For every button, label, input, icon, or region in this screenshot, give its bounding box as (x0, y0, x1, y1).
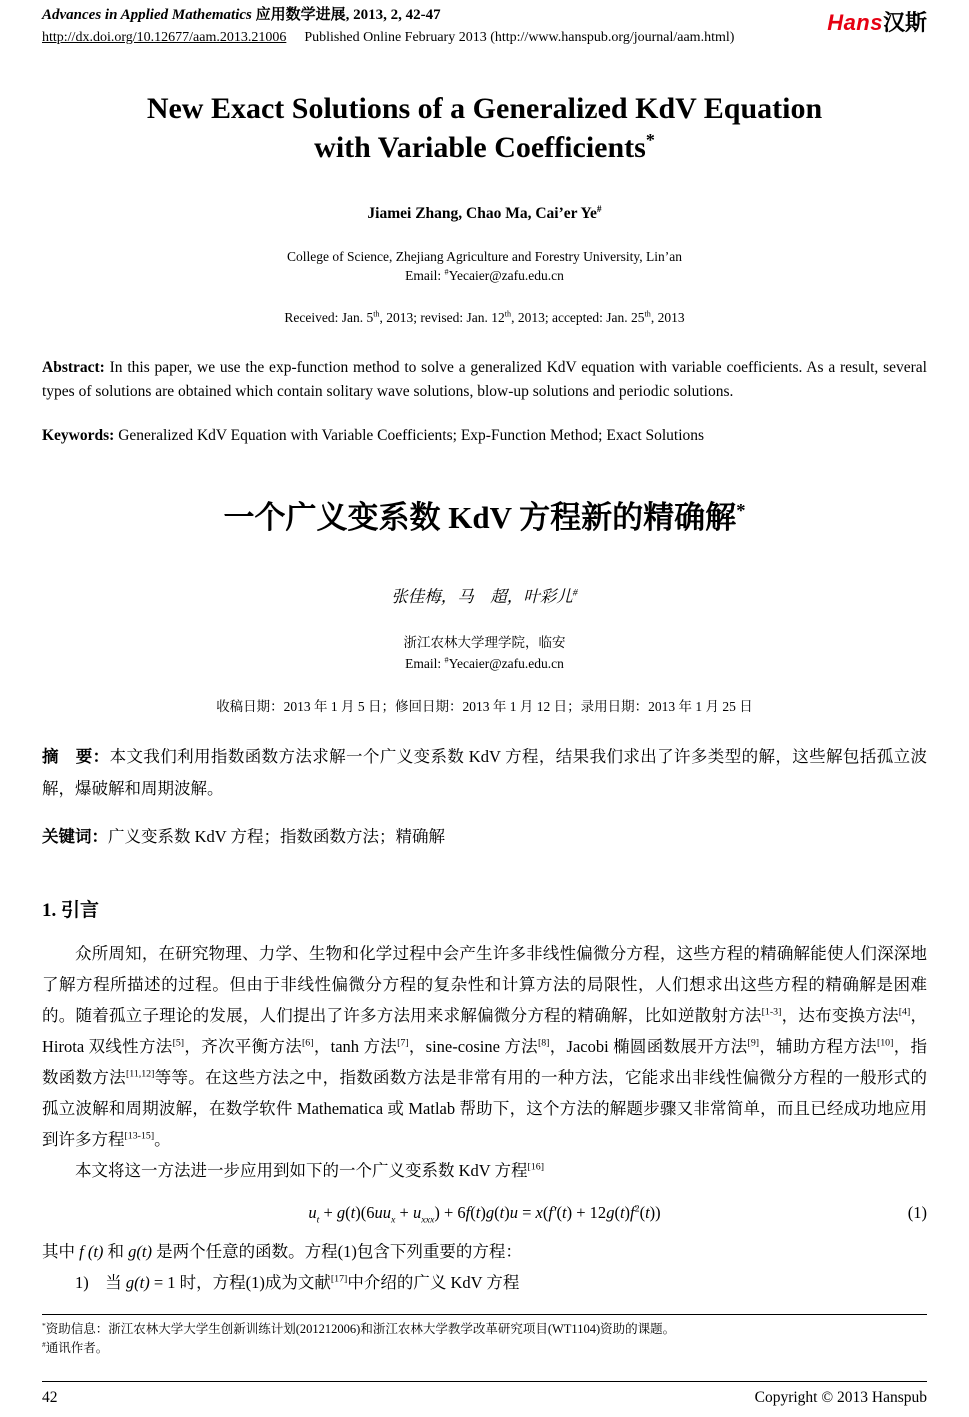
equation-1: $u_t + g(t)(6uu_x + u_{xxx}) + 6f(t)g(t)u = x(f'(t) + 12g(t)f^2(t))$ (308, 1202, 661, 1225)
intro-paragraph-1: 众所周知，在研究物理、力学、生物和化学过程中会产生许多非线性偏微分方程，这些方程的精确解能使人们深深地了解方程所描述的过程。但由于非线性偏微分方程的复杂性和计算方法的局限性，人们想求出这些方程的精确解是困难的。随着孤立子理论的发展，人们提出了许多方法用来求解偏微分方程的精确解，比如逆散射方法[1-3]，达布变换方法[4]，Hirota 双线性方法[5]，齐次平衡方法[6]，tanh 方法[7]，sine-cosine 方法[8]，Jacobi 椭圆函数展开方法[9]，辅助方程方法[10]，指数函数方法[11,12]等等。在这些方法之中，指数函数方法是非常有用的一种方法，它能求出非线性偏微分方程的一般形式的孤立波解和周期波解，在数学软件 Mathematica 或 Matlab 帮助下，这个方法的解题步骤又非常简单，而且已经成功地应用到许多方程[13-15]。 (42, 943, 928, 1149)
journal-info (42, 6, 734, 47)
journal-title-line: Advances in Applied Mathematics 应用数学进展, 2013, 2, 42-47 (42, 7, 441, 23)
list-item-1: 1) 当 g(t) = 1 时，方程(1)成为文献[17]中介绍的广义 KdV 方程 (75, 1272, 520, 1292)
equation-1-number: (1) (907, 1202, 927, 1222)
email-en: Email: #Yecaier@zafu.edu.cn (405, 267, 564, 284)
footer-page-number: 42 (42, 1389, 58, 1406)
intro-paragraph-2: 本文将这一方法进一步应用到如下的一个广义变系数 KdV 方程[16] (75, 1160, 544, 1180)
keywords-cn: 关键词：广义变系数 KdV 方程；指数函数方法；精确解 (42, 826, 446, 846)
abstract-en: Abstract: In this paper, we use the exp-function method to solve a generalized KdV equation with variable coefficients. As a result, several types of solutions are obtained which contain solitary wave solutions, blow-up solutions and periodic solutions. (42, 358, 927, 400)
footnote-block (42, 1314, 927, 1358)
abstract-cn: 摘 要：本文我们利用指数函数方法求解一个广义变系数 KdV 方程，结果我们求出了许多类型的解，这些解包括孤立波解，爆破解和周期波解。 (42, 746, 927, 798)
footnote-corresponding-author: #通讯作者。 (42, 1339, 109, 1355)
affiliation-cn: 浙江农林大学理学院，临安 (403, 634, 566, 650)
received-dates-en: Received: Jan. 5th, 2013; revised: Jan. 12th, 2013; accepted: Jan. 25th, 2013 (284, 309, 685, 325)
after-equation-paragraph: 其中 f (t) 和 g(t) 是两个任意的函数。方程(1)包含下列重要的方程： (42, 1241, 522, 1261)
affiliation-en: College of Science, Zhejiang Agriculture and Forestry University, Lin’an (286, 248, 682, 264)
footer-copyright: Copyright © 2013 Hanspub (754, 1389, 927, 1406)
authors-en: Jiamei Zhang, Chao Ma, Cai’er Ye# (367, 204, 602, 222)
equation-1-row (42, 1196, 927, 1230)
paper-title-en: New Exact Solutions of a Generalized KdV Equation with Variable Coefficients* (146, 91, 823, 164)
doi-link[interactable]: http://dx.doi.org/10.12677/aam.2013.21006 (42, 29, 287, 45)
logo-hanzi-text: 汉斯 (882, 10, 927, 35)
keywords-en: Keywords: Generalized KdV Equation with Variable Coefficients; Exp-Function Method; Exact Solutions (42, 426, 705, 444)
section-heading-intro: 1. 引言 (42, 899, 100, 921)
doi-line (42, 29, 734, 47)
hanspub-logo (827, 6, 927, 37)
page-footer (42, 1381, 927, 1407)
paper-title-cn: 一个广义变系数 KdV 方程新的精确解* (223, 499, 746, 535)
affiliation-en-block (42, 247, 927, 286)
page-header (42, 6, 927, 47)
received-dates-cn: 收稿日期：2013 年 1 月 5 日；修回日期：2013 年 1 月 12 日；录用日期：2013 年 1 月 25 日 (216, 698, 753, 714)
logo-hans-text: Hans (827, 10, 883, 35)
published-online-text: Published Online February 2013 (http://www.hanspub.org/journal/aam.html) (304, 29, 735, 45)
footnote-funding: *资助信息：浙江农林大学大学生创新训练计划(201212006)和浙江农林大学教学改革研究项目(WT1104)资助的课题。 (42, 1320, 676, 1336)
authors-cn: 张佳梅，马 超，叶彩儿# (391, 586, 578, 606)
email-cn: Email: #Yecaier@zafu.edu.cn (405, 655, 564, 671)
affiliation-cn-block (42, 633, 927, 675)
